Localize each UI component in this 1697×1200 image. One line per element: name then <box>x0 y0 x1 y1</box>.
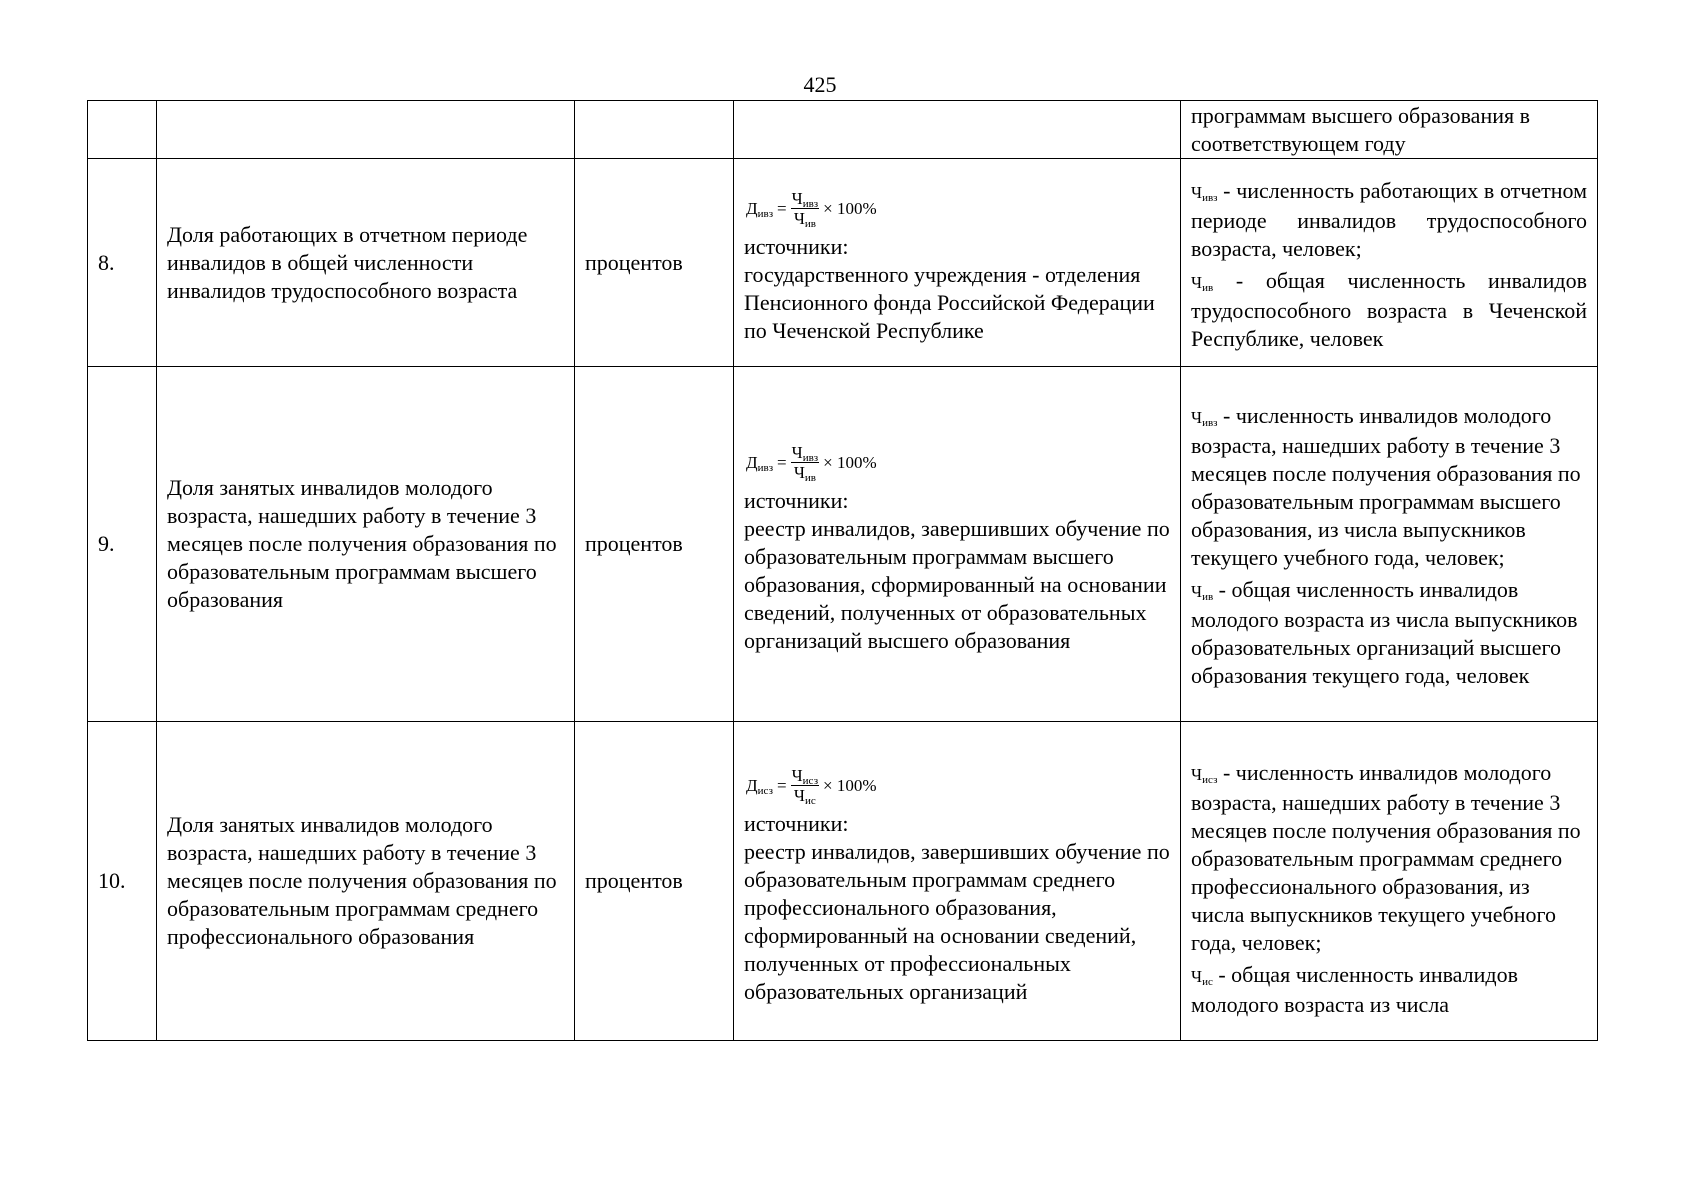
sources-text: реестр инвалидов, завершивших обучение по образовательным программам среднего профессионального образования, сформированный на основании сведений, полученных от профессиональных образовательных организаций <box>744 838 1170 1004</box>
sources-text: реестр инвалидов, завершивших обучение по образовательным программам высшего образования, сформированный на основании сведений, полученных от образовательных организаций высшего образования <box>744 515 1170 653</box>
row-number: 9. <box>88 367 157 722</box>
unit: процентов <box>575 159 734 367</box>
fraction: $\frac{Ч_{ивз}}{Ч_{ив}}$ <box>791 442 819 484</box>
variable-definition: $Ч_{ив}$ - общая численность инвалидов молодого возраста из числа выпускников образовательных организаций высшего образования текущего года, человек <box>1191 577 1578 688</box>
fraction: $\frac{Ч_{исз}}{Ч_{ис}}$ <box>791 765 819 807</box>
variable-definition: $Ч_{ис}$ - общая численность инвалидов молодого возраста из числа <box>1191 962 1518 1017</box>
table-row-continuation <box>88 101 1598 159</box>
cell-num <box>88 101 157 159</box>
cell-formula <box>734 101 1181 159</box>
table-row <box>88 722 1598 1041</box>
cell-name <box>157 101 575 159</box>
cell-definition <box>1181 101 1598 159</box>
table-row <box>88 367 1598 722</box>
indicator-name: Доля работающих в отчетном периоде инвалидов в общей численности инвалидов трудоспособного возраста <box>157 159 575 367</box>
row-number: 10. <box>88 722 157 1041</box>
cell-unit <box>575 101 734 159</box>
variable-definition: $Ч_{ивз}$ - численность работающих в отчетном периоде инвалидов трудоспособного возраста, человек; <box>1191 177 1587 261</box>
indicator-name: Доля занятых инвалидов молодого возраста, нашедших работу в течение 3 месяцев после получения образования по образовательным программам высшего образования <box>157 367 575 722</box>
formula: $Д_{ивз}$ = $\frac{Ч_{ивз}}{Ч_{ив}}$ × 100% <box>746 442 877 484</box>
indicator-name: Доля занятых инвалидов молодого возраста, нашедших работу в течение 3 месяцев после получения образования по образовательным программам среднего профессионального образования <box>157 722 575 1041</box>
definition-cell <box>1181 159 1598 367</box>
sources-label: источники: <box>744 810 849 836</box>
formula: $Д_{исз}$ = $\frac{Ч_{исз}}{Ч_{ис}}$ × 100% <box>746 765 877 807</box>
sources-label: источники: <box>744 234 849 259</box>
definition-cell <box>1181 367 1598 722</box>
formula-cell <box>734 722 1181 1041</box>
unit: процентов <box>575 367 734 722</box>
unit: процентов <box>575 722 734 1041</box>
table-row <box>88 159 1598 367</box>
formula-cell <box>734 367 1181 722</box>
variable-definition: $Ч_{ив}$ - общая численность инвалидов трудоспособного возраста в Чеченской Республике, человек <box>1191 267 1587 351</box>
variable-definition: $Ч_{исз}$ - численность инвалидов молодого возраста, нашедших работу в течение 3 месяцев после получения образования по образовательным программам среднего профессионального образования, из числа выпускников текущего учебного года, человек; <box>1191 760 1581 955</box>
indicators-table <box>87 100 1598 1041</box>
sources-label: источники: <box>744 487 849 513</box>
formula-cell <box>734 159 1181 367</box>
variable-definition: $Ч_{ивз}$ - численность инвалидов молодого возраста, нашедших работу в течение 3 месяцев после получения образования по образовательным программам высшего образования, из числа выпускников текущего учебного года, человек; <box>1191 403 1581 570</box>
row-number: 8. <box>88 159 157 367</box>
definition-cell <box>1181 722 1598 1041</box>
fraction: $\frac{Ч_{ивз}}{Ч_{ив}}$ <box>791 189 819 230</box>
formula: $Д_{ивз}$ = $\frac{Ч_{ивз}}{Ч_{ив}}$ × 100% <box>746 189 877 230</box>
page-number: 425 <box>803 72 837 97</box>
definition-text: программам высшего образования в соответствующем году <box>1191 102 1530 156</box>
sources-text: государственного учреждения - отделения Пенсионного фонда Российской Федерации по Чеченской Республике <box>744 262 1155 343</box>
